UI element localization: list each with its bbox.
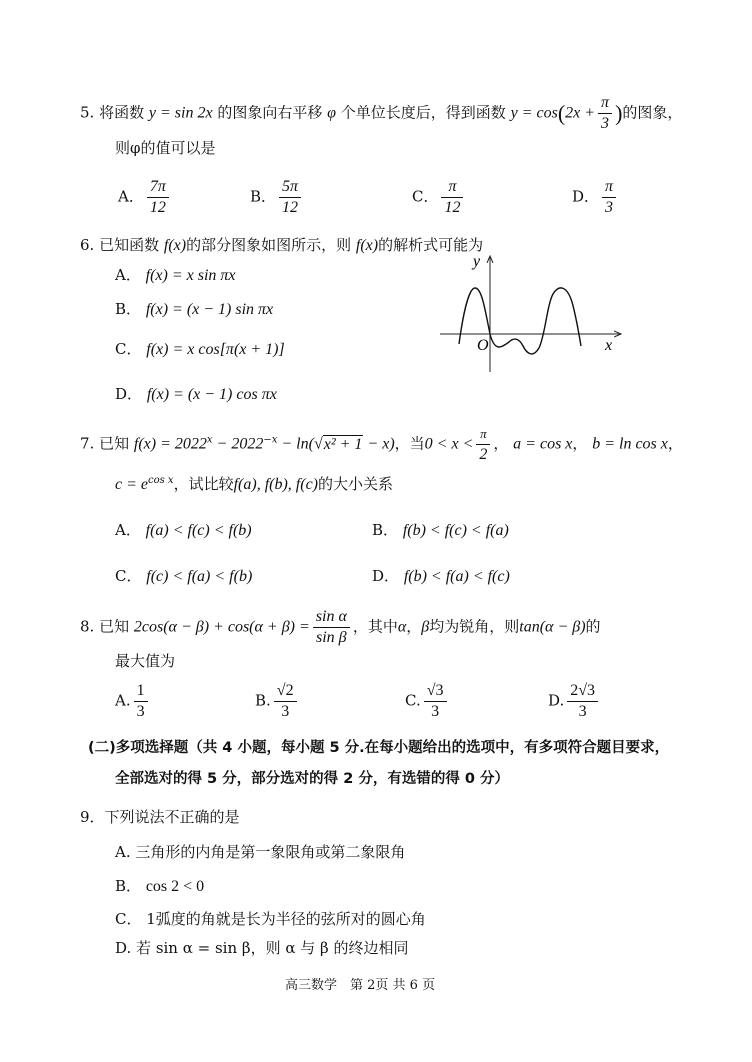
q5-option-d[interactable]: D． $\frac{\pi}{3}$: [572, 178, 619, 217]
q8-line2: 最大值为: [115, 652, 176, 670]
q5-formula-2: y = cos: [510, 104, 558, 122]
q6-number: 6.: [80, 236, 95, 254]
q7-line1: 7. 已知 $f(x) = 2022^x - 2022^{-x} - \ln(√x^2 + 1 - x)$，当0 < x < $\frac{\pi}{2}$ ， a = cos x， b = ln cos x，: [80, 426, 683, 463]
q8-option-b[interactable]: B. $\frac{√2}{3}$: [255, 682, 300, 721]
q6-stem: 6. 已知函数 f(x)的部分图象如图所示，则 f(x)的解析式可能为: [80, 236, 484, 254]
x-axis-label: x: [605, 337, 613, 354]
q5-line1: 5. 将函数 y = sin 2x 的图象向右平移 φ 个单位长度后，得到函数 y = cos(2x + $\frac{\pi}{3}$ )的图象，: [80, 94, 683, 132]
q6-option-a[interactable]: A． f(x) = x sin πx: [115, 266, 236, 284]
q9-option-a[interactable]: A. 三角形的内角是第一象限角或第二象限角: [115, 843, 406, 861]
q8-option-d[interactable]: D. $\frac{2√3}{3}$: [548, 682, 601, 721]
q7-option-c[interactable]: C． f(c) < f(a) < f(b): [115, 567, 253, 585]
q7-line2: $c = e^{cos x}$，试比较f(a), f(b), f(c)的大小关系: [115, 475, 394, 493]
q6-option-b[interactable]: B． f(x) = (x − 1) sin πx: [115, 300, 274, 318]
y-axis-label: y: [473, 253, 481, 270]
q5-number: 5.: [80, 103, 95, 122]
page-footer: 高三数学 第 2页 共 6 页: [285, 978, 436, 993]
q5-option-a[interactable]: A． $\frac{7\pi}{12}$: [118, 178, 172, 217]
q7-number: 7.: [80, 434, 95, 453]
q8-option-a[interactable]: A. $\frac{1}{3}$: [115, 682, 151, 721]
q8-option-c[interactable]: C. $\frac{√3}{3}$: [405, 682, 450, 721]
q5-line2: 则φ的值可以是: [115, 139, 216, 157]
q7-option-a[interactable]: A． f(a) < f(c) < f(b): [115, 521, 252, 539]
q9-option-b[interactable]: B． cos 2 < 0: [115, 877, 205, 895]
q5-formula-1: y = sin 2x: [148, 104, 213, 122]
q8-number: 8.: [80, 617, 95, 636]
q9-option-d[interactable]: D. 若 sin α = sin β，则 α 与 β 的终边相同: [115, 939, 409, 957]
q9-option-c[interactable]: C． 1弧度的角就是长为半径的弦所对的圆心角: [115, 910, 426, 928]
q6-function-graph: [435, 250, 625, 375]
origin-label: O: [477, 337, 489, 354]
q9-number: 9．: [80, 808, 105, 826]
q9-stem: 9．下列说法不正确的是: [80, 808, 240, 826]
q6-option-c[interactable]: C． f(x) = x cos[π(x + 1)]: [115, 340, 285, 358]
q8-line1: 8. 已知 2cos(α − β) + cos(α + β) = $\frac{\text{sin α}}{\text{sin β}}$ ，其中α，β均为锐角，则tan(α − β)的: [80, 608, 601, 646]
section-2-heading-line2: 全部选对的得 5 分，部分选对的得 2 分，有选错的得 0 分）: [115, 771, 510, 787]
q7-option-d[interactable]: D． f(b) < f(a) < f(c): [372, 567, 510, 585]
q7-option-b[interactable]: B． f(b) < f(c) < f(a): [372, 521, 509, 539]
q5-option-b[interactable]: B． $\frac{5\pi}{12}$: [250, 178, 304, 217]
q6-option-d[interactable]: D． f(x) = (x − 1) cos πx: [115, 385, 277, 403]
section-2-heading-line1: (二)多项选择题（共 4 小题，每小题 5 分.在每小题给出的选项中，有多项符合题目要求，: [88, 740, 670, 756]
q5-option-c[interactable]: C． $\frac{\pi}{12}$: [412, 178, 466, 217]
